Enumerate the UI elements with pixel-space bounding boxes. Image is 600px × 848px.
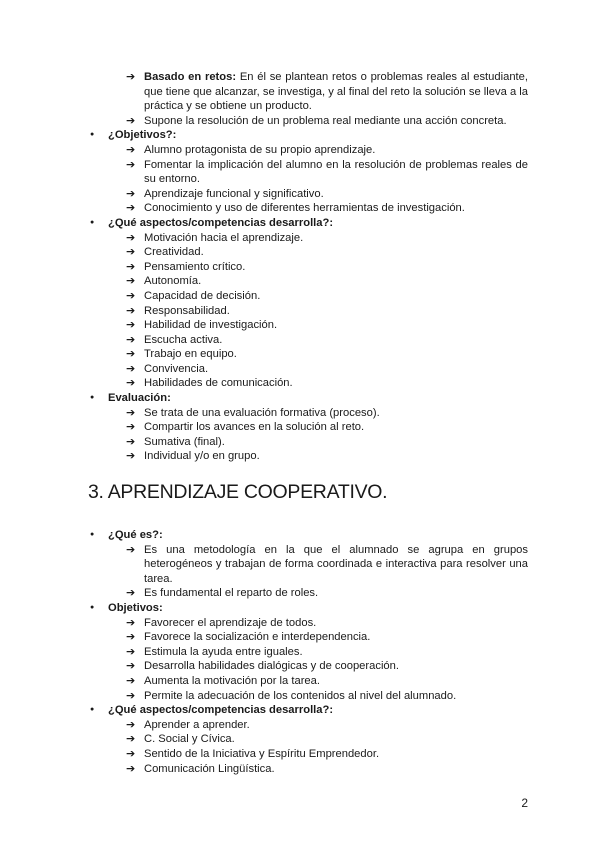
list-item [88, 274, 528, 289]
arrow-icon: ➔ [126, 435, 136, 448]
arrow-icon: ➔ [126, 587, 136, 600]
item-text: Se trata de una evaluación formativa (proceso). [144, 406, 380, 419]
list-item [88, 747, 528, 762]
arrow-icon: ➔ [126, 319, 136, 332]
item-text: Conocimiento y uso de diferentes herramientas de investigación. [144, 202, 465, 215]
list-item [88, 260, 528, 275]
item-text: Estimula la ayuda entre iguales. [144, 645, 303, 658]
item-text: Fomentar la implicación del alumno en la resolución de problemas reales de su entorno. [144, 158, 528, 186]
item-text: Compartir los avances en la solución al reto. [144, 421, 365, 434]
arrow-icon: ➔ [126, 631, 136, 644]
arrow-icon: ➔ [126, 202, 136, 215]
list-item [88, 143, 528, 158]
item-bold-label: Basado en retos: [144, 71, 237, 83]
list-item [88, 231, 528, 246]
arrow-icon: ➔ [126, 71, 136, 83]
competencias-heading: ● ¿Qué aspectos/competencias desarrolla?: [88, 703, 528, 718]
list-item [88, 201, 528, 216]
item-text: Autonomía. [144, 275, 202, 288]
list-item [88, 289, 528, 304]
arrow-icon: ➔ [126, 231, 136, 244]
arrow-icon: ➔ [126, 762, 136, 775]
list-item [88, 586, 528, 601]
list-item [88, 158, 528, 187]
item-text: Es una metodología en la que el alumnado se agrupa en grupos heterogéneos y trabajan de forma coordinada e interactiva para resolver una tarea. [144, 543, 528, 585]
arrow-icon: ➔ [126, 143, 136, 156]
list-item [88, 376, 528, 391]
item-text: Habilidades de comunicación. [144, 377, 293, 390]
item-text: Trabajo en equipo. [144, 348, 237, 361]
list-item [88, 762, 528, 777]
arrow-icon: ➔ [126, 660, 136, 673]
arrow-icon: ➔ [126, 289, 136, 302]
arrow-icon: ➔ [126, 543, 136, 556]
arrow-icon: ➔ [126, 406, 136, 419]
item-text: Aumenta la motivación por la tarea. [144, 674, 320, 687]
item-text: Permite la adecuación de los contenidos al nivel del alumnado. [144, 689, 457, 702]
list-item [88, 114, 528, 129]
item-text: Aprendizaje funcional y significativo. [144, 187, 324, 200]
item-text: Motivación hacia el aprendizaje. [144, 231, 304, 244]
arrow-icon: ➔ [126, 348, 136, 361]
list-item [88, 718, 528, 733]
item-text: Alumno protagonista de su propio aprendizaje. [144, 143, 376, 156]
list-item [88, 187, 528, 202]
arrow-icon: ➔ [126, 333, 136, 346]
list-item [88, 362, 528, 377]
list-item [88, 543, 528, 587]
arrow-icon: ➔ [126, 616, 136, 629]
item-text: Comunicación Lingüística. [144, 762, 275, 775]
list-item [88, 333, 528, 348]
arrow-icon: ➔ [126, 158, 136, 171]
arrow-icon: ➔ [126, 733, 136, 746]
item-text: Sentido de la Iniciativa y Espíritu Emprendedor. [144, 747, 380, 760]
arrow-icon: ➔ [126, 674, 136, 687]
arrow-icon: ➔ [126, 304, 136, 317]
item-text: C. Social y Cívica. [144, 733, 235, 746]
item-text: Escucha activa. [144, 333, 223, 346]
arrow-icon: ➔ [126, 362, 136, 375]
list-item [88, 435, 528, 450]
list-item [88, 347, 528, 362]
item-text: Convivencia. [144, 362, 209, 375]
list-item [88, 420, 528, 435]
item-text: Es fundamental el reparto de roles. [144, 587, 319, 600]
section-title: 3. APRENDIZAJE COOPERATIVO. [88, 481, 388, 504]
arrow-icon: ➔ [126, 377, 136, 390]
competencias-heading: ● ¿Qué aspectos/competencias desarrolla?: [88, 216, 528, 231]
list-item [88, 674, 528, 689]
list-item [88, 304, 528, 319]
item-text: Favorece la socialización e interdependencia. [144, 631, 371, 644]
arrow-icon: ➔ [126, 114, 136, 127]
list-item [88, 245, 528, 260]
item-text: Individual y/o en grupo. [144, 450, 260, 463]
item-text: Desarrolla habilidades dialógicas y de cooperación. [144, 660, 399, 673]
arrow-icon: ➔ [126, 747, 136, 760]
arrow-icon: ➔ [126, 645, 136, 658]
item-text: En él se plantean retos o problemas reales al estudiante, que tiene que alcanzar, se investiga, y al final del reto la solución se lleva a la práctica y se obtiene un producto. [144, 71, 528, 113]
list-item [88, 70, 528, 114]
arrow-icon: ➔ [126, 421, 136, 434]
list-item [88, 630, 528, 645]
item-text: Habilidad de investigación. [144, 319, 278, 332]
arrow-icon: ➔ [126, 689, 136, 702]
list-item [88, 732, 528, 747]
item-text: Sumativa (final). [144, 435, 225, 448]
page-number: 2 [521, 796, 528, 810]
item-text: Favorecer el aprendizaje de todos. [144, 616, 317, 629]
list-item [88, 616, 528, 631]
list-item [88, 689, 528, 704]
item-text: Responsabilidad. [144, 304, 230, 317]
arrow-icon: ➔ [126, 718, 136, 731]
arrow-icon: ➔ [126, 450, 136, 463]
que-es-heading: ● ¿Qué es?: [88, 528, 528, 543]
list-item [88, 645, 528, 660]
arrow-icon: ➔ [126, 275, 136, 288]
item-text: Pensamiento crítico. [144, 260, 246, 273]
arrow-icon: ➔ [126, 246, 136, 259]
evaluacion-heading: ● Evaluación: [88, 391, 528, 406]
item-text: Aprender a aprender. [144, 718, 250, 731]
page-content [88, 70, 528, 776]
list-item [88, 318, 528, 333]
list-item [88, 659, 528, 674]
item-text: Supone la resolución de un problema real mediante una acción concreta. [144, 114, 507, 127]
item-text: Capacidad de decisión. [144, 289, 261, 302]
arrow-icon: ➔ [126, 187, 136, 200]
list-item [88, 406, 528, 421]
list-item [88, 449, 528, 464]
arrow-icon: ➔ [126, 260, 136, 273]
objetivos-heading: ● ¿Objetivos?: [88, 128, 528, 143]
objetivos-heading: ● Objetivos: [88, 601, 528, 616]
item-text: Creatividad. [144, 246, 204, 259]
